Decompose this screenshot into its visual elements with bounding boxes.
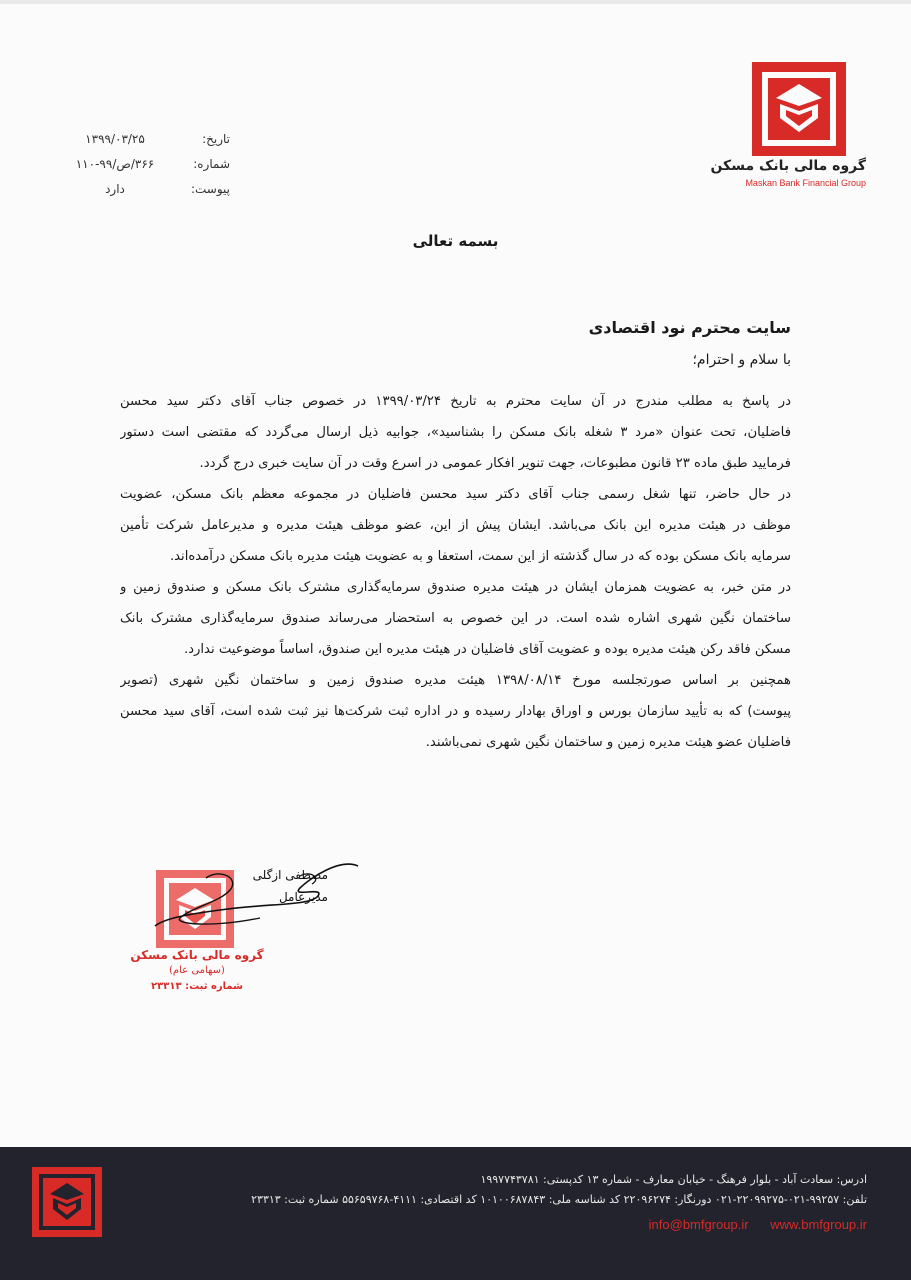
meta-date-row	[60, 126, 230, 151]
footer-address: ادرس: سعادت آباد - بلوار فرهنگ - خیابان معارف - شماره ۱۳ کدپستی: ۱۹۹۷۷۴۳۷۸۱	[480, 1173, 867, 1186]
footer-website-link[interactable]: www.bmfgroup.ir	[770, 1217, 867, 1232]
footer-web	[467, 1217, 867, 1232]
stamp-org-name: گروه مالی بانک مسکن	[130, 948, 264, 962]
footer-email-link[interactable]: info@bmfgroup.ir	[648, 1217, 749, 1232]
body-line: سرمایه بانک مسکن بوده که در سال گذشته از این سمت، استعفا و به عضویت هیئت مدیره بانک مسکن درآمده‌اند.	[169, 549, 791, 564]
basmala: بسمه تعالی	[412, 232, 499, 250]
page-edge	[0, 0, 911, 4]
org-name-en: Maskan Bank Financial Group	[745, 178, 866, 188]
meta-date-label: تاریخ:	[202, 131, 230, 146]
signature-scribble	[150, 848, 370, 938]
org-name: گروه مالی بانک مسکن	[710, 158, 866, 174]
stamp-registration: شماره ثبت: ۲۳۳۱۳	[151, 981, 243, 992]
stamp-company-type: (سهامی عام)	[169, 965, 225, 976]
meta-attachment-row	[60, 176, 230, 201]
letter-body	[120, 386, 791, 758]
letter-footer	[0, 1147, 911, 1280]
body-line: در پاسخ به مطلب مندرج در آن سایت محترم به تاریخ ۱۳۹۹/۰۳/۲۴ در خصوص جناب آقای دکتر سید محسن	[120, 394, 791, 409]
body-line: در متن خبر، به عضویت همزمان ایشان در هیئت مدیره صندوق سرمایه‌گذاری مشترک بانک مسکن و صندوق زمین و	[120, 580, 791, 595]
body-line: موظف در هیئت مدیره این بانک می‌باشد. ایشان پیش از این، عضو موظف هیئت مدیره و مدیرعامل شرکت تأمین	[120, 518, 791, 533]
salutation: با سلام و احترام؛	[692, 352, 791, 368]
body-line: فاضلیان عضو هیئت مدیره زمین و ساختمان نگین شهری نمی‌باشند.	[425, 735, 791, 750]
body-line: همچنین بر اساس صورتجلسه مورخ ۱۳۹۸/۰۸/۱۴ هیئت مدیره صندوق زمین و ساختمان نگین شهری (تصویر	[120, 673, 791, 688]
bmf-logo-icon	[752, 62, 846, 156]
body-line: فاضلیان، تحت عنوان «مرد ۳ شغله بانک مسکن را بشناسید»، جوابیه ذیل ارسال می‌گردد که مقتضی است دستور	[120, 425, 791, 440]
recipient: سایت محترم نود اقتصادی	[588, 318, 791, 337]
body-line: پیوست) که به تأیید سازمان بورس و اوراق بهادار رسیده و در اداره ثبت شرکت‌ها نیز ثبت شده است، آقای سید محسن	[120, 704, 791, 719]
body-line: ساختمان نگین شهری اشاره شده است. در این خصوص به استحضار می‌رساند صندوق سرمایه‌گذاری مشترک بانک	[120, 611, 791, 626]
meta-number-value: ۳۶۶/ص/۹۹-۱۱۰	[75, 156, 155, 171]
meta-date-value: ۱۳۹۹/۰۳/۲۵	[85, 131, 145, 146]
body-line: در حال حاضر، تنها شغل رسمی جناب آقای دکتر سید محسن فاضلیان در مجموعه معظم بانک مسکن، عضویت	[120, 487, 791, 502]
meta-attachment-label: پیوست:	[190, 181, 230, 196]
body-line: مسکن فاقد رکن هیئت مدیره بوده و عضویت آقای فاضلیان در هیئت مدیره این صندوق، اساساً موضوعیت ندارد.	[183, 642, 791, 657]
signatory-title: مدیرعامل	[278, 890, 328, 904]
footer-logo-icon	[32, 1167, 102, 1237]
meta-number-row	[60, 151, 230, 176]
body-line: فرمایید طبق ماده ۲۳ قانون مطبوعات، جهت تنویر افکار عمومی در اسرع وقت در آن سایت خبری درج گردد.	[199, 456, 791, 471]
footer-phones: تلفن: ۹۹۲۵۷-۰۲۱-۲۲۰۹۹۲۷۵-۰۲۱ دورنگار: ۲۲۰۹۶۲۷۴ کد شناسه ملی: ۱۰۱۰۰۶۸۷۸۴۳ کد اقتصادی: ۴۱۱۱-۵۵۶۵۹۷۶۸ شماره ثبت: ۲۳۳۱۳	[251, 1193, 867, 1206]
letter-meta	[60, 126, 230, 201]
meta-number-label: شماره:	[193, 156, 230, 171]
meta-attachment-value: دارد	[105, 181, 125, 196]
signatory-name: مصطفی ازگلی	[252, 868, 328, 882]
